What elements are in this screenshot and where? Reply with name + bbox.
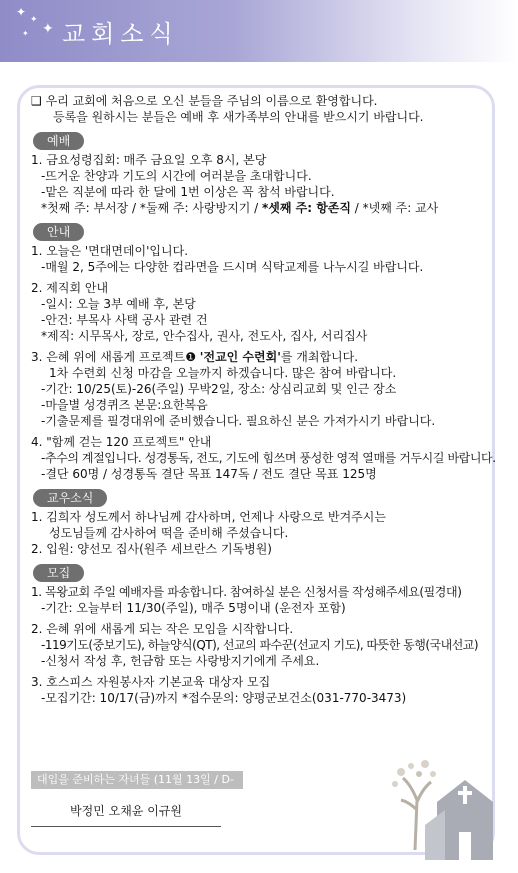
- list-item: [31, 200, 496, 216]
- intro-line: ❑ 우리 교회에 처음으로 오신 분들을 주님의 이름으로 환영합니다.: [31, 94, 378, 108]
- section-label: 교우소식: [33, 489, 107, 507]
- section-recruit: [31, 557, 496, 706]
- list-item: 1차 수련회 신청 마감을 오늘까지 하겠습니다. 많은 참여 바랍니다.: [49, 366, 397, 380]
- intro-line: 등록을 원하시는 분들은 예배 후 새가족부의 안내를 받으시기 바랍니다.: [53, 110, 424, 124]
- highlight-text: *셋째 주: 항존직: [261, 201, 351, 215]
- student-names: 박정민 오채윤 이규원: [70, 804, 182, 818]
- page-title: 교회소식: [62, 20, 179, 48]
- list-item: 4. "함께 걷는 120 프로젝트" 안내: [31, 435, 212, 449]
- list-item: -매월 2, 5주에는 다양한 컵라면을 드시며 식탁교제를 나누시길 바랍니다.: [41, 260, 424, 274]
- section-news: [31, 482, 496, 557]
- list-item: -기출문제를 필경대위에 준비했습니다. 필요하신 분은 가져가시기 바랍니다.: [41, 414, 436, 428]
- list-item: 1. 오늘은 '면대면데이'입니다.: [31, 244, 189, 258]
- list-item: 1. 김희자 성도께서 하나님께 감사하며, 언제나 사랑으로 반겨주시는: [31, 510, 386, 524]
- students-banner: 대입을 준비하는 자녀들 (11월 13일 / D-32): [31, 771, 243, 789]
- list-item: -기간: 10/25(토)-26(주일) 무박2일, 장소: 상심리교회 및 인근 장소: [41, 382, 397, 396]
- text: 3. 은혜 위에 새롭게 프로젝트❶: [31, 350, 200, 364]
- list-item: *제직: 시무목사, 장로, 안수집사, 권사, 전도사, 집사, 서리집사: [41, 329, 368, 343]
- text: *첫째 주: 부서장 / *둘째 주: 사랑방지기 /: [41, 201, 262, 215]
- list-item: 2. 입원: 양선모 집사(원주 세브란스 기독병원): [31, 542, 272, 556]
- list-item: 성도님들께 감사하여 떡을 준비해 주셨습니다.: [49, 526, 289, 540]
- list-item: 1. 금요성령집회: 매주 금요일 오후 8시, 본당: [31, 153, 267, 167]
- list-item: [31, 349, 496, 365]
- highlight-text: '전교인 수련회': [199, 350, 281, 364]
- list-item: 2. 은혜 위에 새롭게 되는 작은 모임을 시작합니다.: [31, 622, 294, 636]
- list-item: -결단 60명 / 성경통독 결단 목표 147독 / 전도 결단 목표 125명: [41, 467, 377, 481]
- notice-content: [31, 93, 496, 706]
- sparkle-icon: ✦: [22, 29, 29, 38]
- text: / *넷째 주: 교사: [350, 201, 439, 215]
- church-icon: [425, 780, 493, 860]
- list-item: -안건: 부목사 사택 공사 관련 건: [41, 313, 208, 327]
- section-notice: [31, 216, 496, 482]
- list-item: -모집기간: 10/17(금)까지 *접수문의: 양평군보건소(031-770-3473): [41, 691, 407, 705]
- list-item: -맡은 직분에 따라 한 달에 1번 이상은 꼭 참석 바랍니다.: [41, 185, 335, 199]
- list-item: 2. 제직회 안내: [31, 281, 109, 295]
- list-item: 1. 목왕교회 주일 예배자를 파송합니다. 참여하실 분은 신청서를 작성해주세요(필경대): [31, 585, 462, 599]
- church-illustration-icon: [375, 740, 500, 860]
- list-item: -뜨거운 찬양과 기도의 시간에 여러분을 초대합니다.: [41, 169, 312, 183]
- section-label: 안내: [33, 223, 84, 241]
- section-label: 예배: [33, 132, 84, 150]
- list-item: -기간: 오늘부터 11/30(주일), 매주 5명이내 (운전자 포함): [41, 601, 346, 615]
- header-banner: [0, 0, 518, 62]
- list-item: -일시: 오늘 3부 예배 후, 본당: [41, 297, 196, 311]
- list-item: -119기도(중보기도), 하늘양식(QT), 선교의 파수꾼(선교지 기도), 따뜻한 동행(국내선교): [41, 638, 479, 652]
- list-item: -마을별 성경퀴즈 본문:요한복음: [41, 398, 208, 412]
- sparkle-icon: ✦: [16, 5, 27, 19]
- list-item: -신청서 작성 후, 헌금함 또는 사랑방지기에게 주세요.: [41, 654, 320, 668]
- sparkle-icon: ✦: [42, 21, 54, 37]
- section-label: 모집: [33, 564, 84, 582]
- list-item: -추수의 계절입니다. 성경통독, 전도, 기도에 힘쓰며 풍성한 영적 열매를 거두시길 바랍니다.: [41, 451, 496, 465]
- list-item: 3. 호스피스 자원봉사자 기본교육 대상자 모집: [31, 675, 271, 689]
- intro-text: [31, 93, 496, 125]
- text: 를 개최합니다.: [280, 350, 359, 364]
- divider: [31, 826, 221, 827]
- section-worship: [31, 125, 496, 216]
- sparkle-icon: ✦: [30, 15, 38, 25]
